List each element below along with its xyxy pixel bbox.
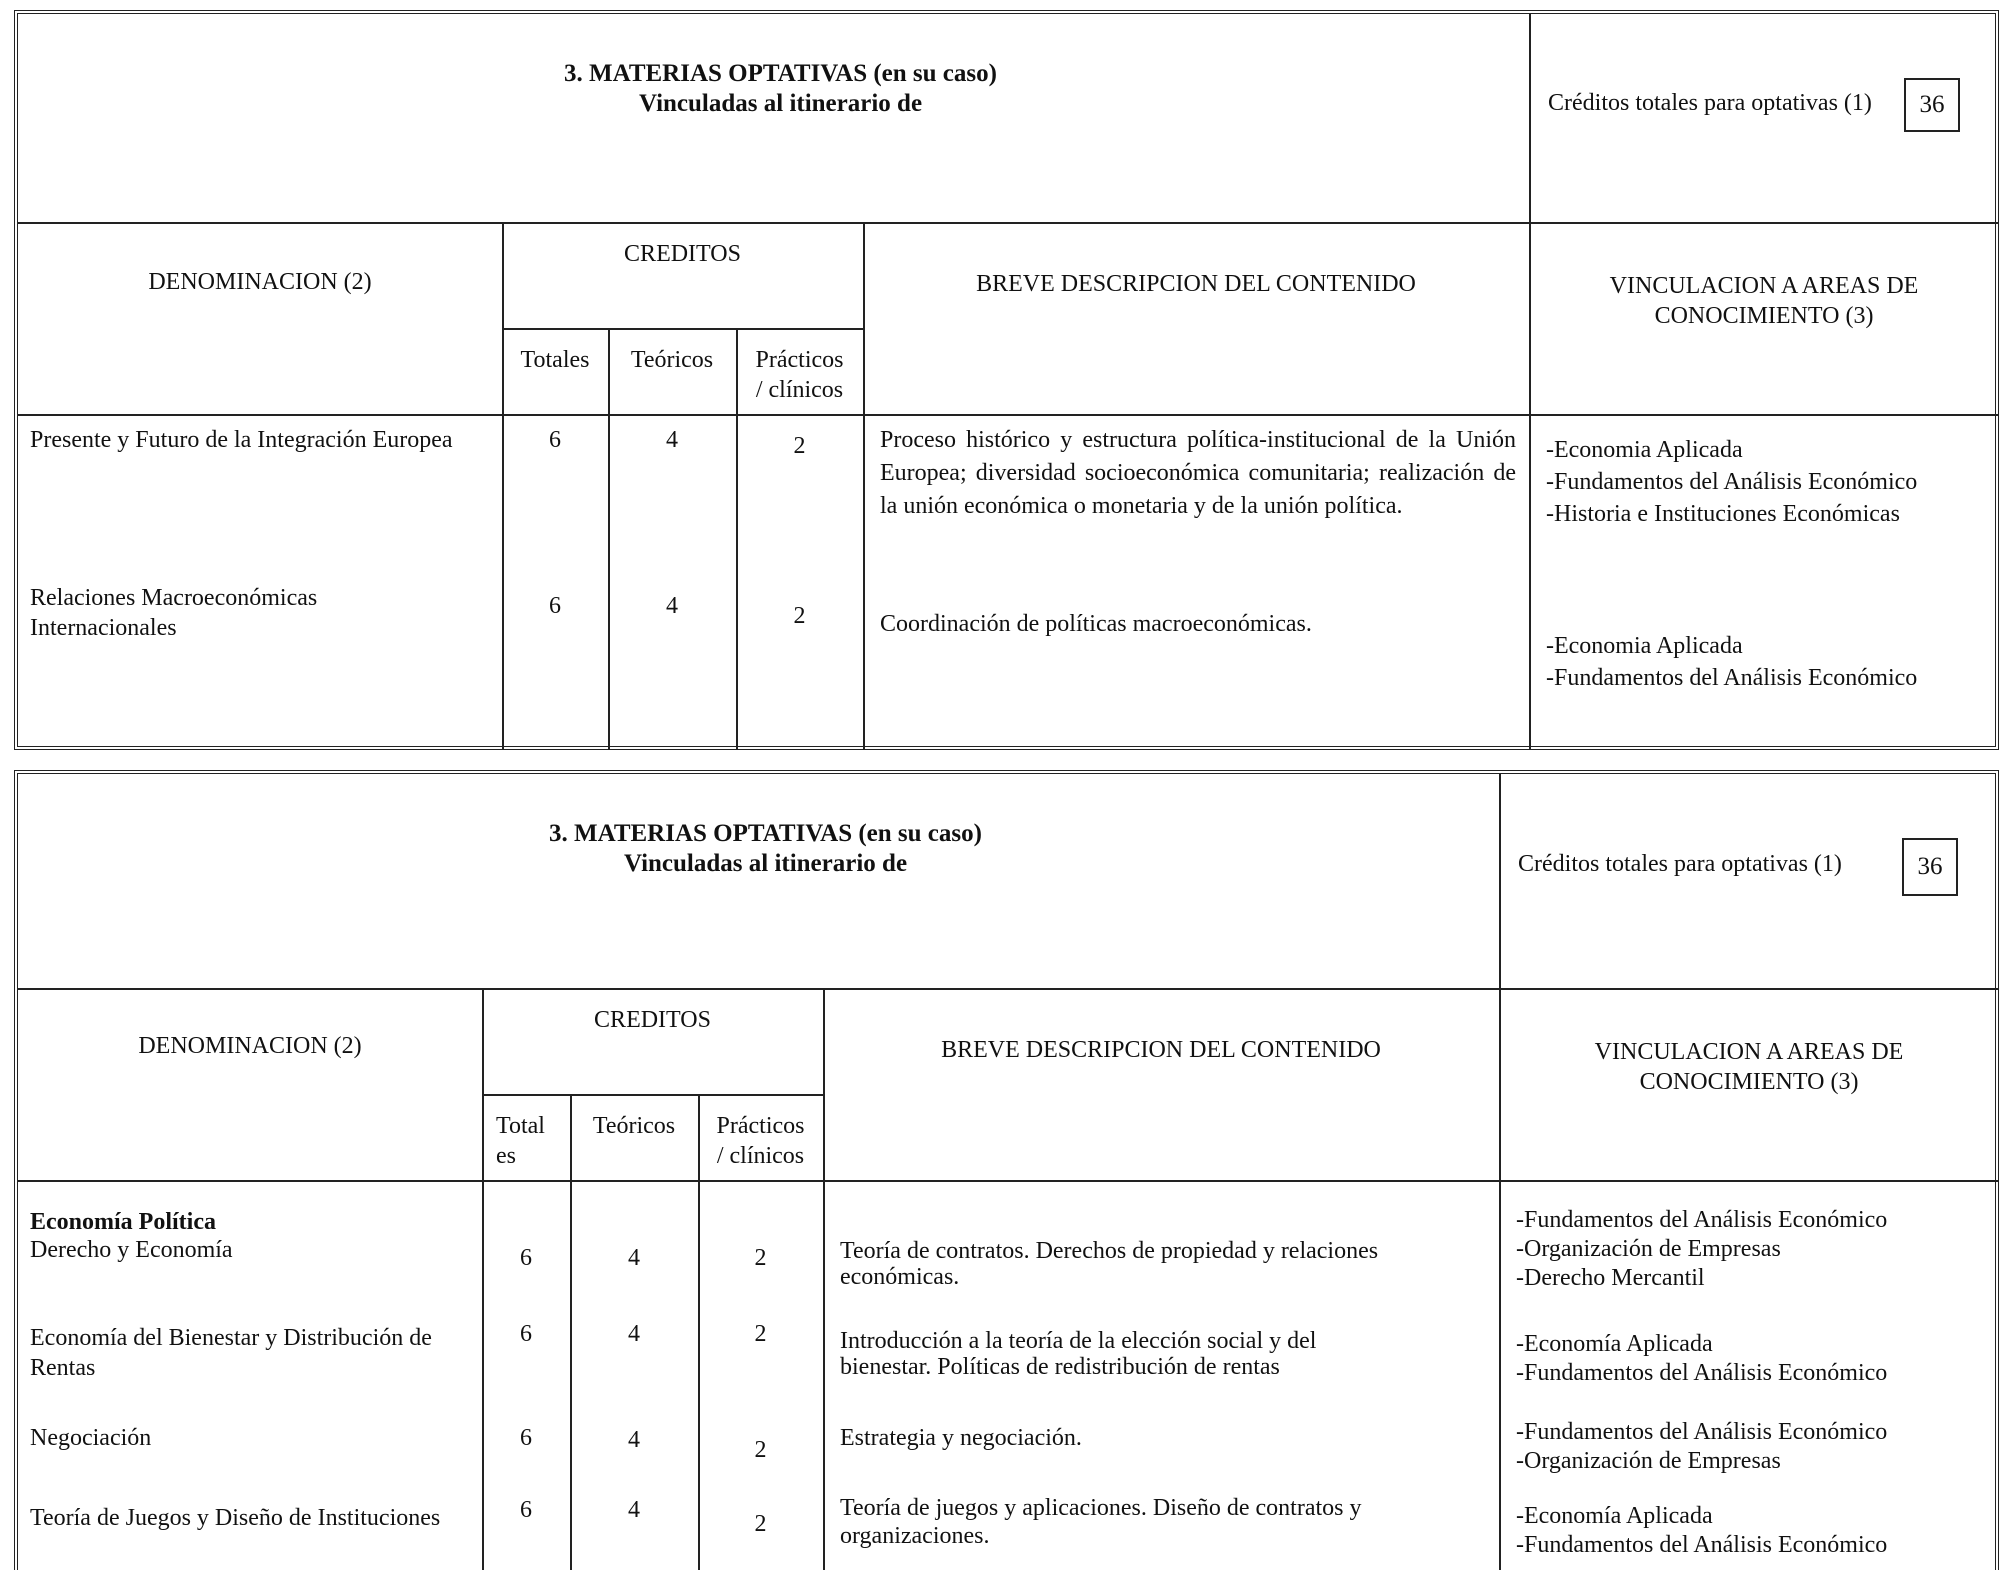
credits-practicos: 2: [754, 1321, 767, 1347]
subject-description: Proceso histórico y estructura política-institucional de la Unión Europea; diversidad socioeconómica comunitaria; realización de la unión económica o monetaria y de la unión política.: [880, 427, 1516, 519]
subject-description: Teoría de juegos y aplicaciones. Diseño de contratos y: [840, 1495, 1362, 1521]
divider: [18, 1180, 1999, 1182]
table-title: 3. MATERIAS OPTATIVAS (en su caso): [564, 60, 997, 87]
section-heading: Economía Política: [30, 1209, 216, 1235]
area-item: -Fundamentos del Análisis Económico: [1546, 469, 1918, 495]
area-item: -Economía Aplicada: [1516, 1503, 1713, 1529]
credits-total-label: Créditos totales para optativas (1): [1548, 90, 1872, 116]
header-practicos-2: / clínicos: [755, 377, 844, 403]
credits-practicos: 2: [754, 1437, 767, 1463]
knowledge-areas: [1516, 1206, 1887, 1293]
divider: [482, 1094, 823, 1096]
subject-name-line-2: Internacionales: [30, 615, 177, 641]
header-denominacion: DENOMINACION (2): [138, 1033, 362, 1059]
subject-description: Teoría de contratos. Derechos de propiedad y relaciones: [840, 1238, 1379, 1264]
subject-description: Coordinación de políticas macroeconómicas.: [880, 611, 1312, 637]
table-subtitle: Vinculadas al itinerario de: [623, 850, 908, 877]
header-vinculacion: VINCULACION A AREAS DE: [1609, 273, 1919, 299]
area-item: -Derecho Mercantil: [1516, 1265, 1705, 1291]
credits-total-label: Créditos totales para optativas (1): [1518, 851, 1842, 877]
credits-totales: 6: [549, 593, 561, 619]
divider: [18, 988, 1999, 990]
area-item: -Economia Aplicada: [1546, 633, 1743, 659]
credits-teoricos: 4: [628, 1245, 640, 1271]
divider: [1499, 774, 1501, 1570]
credits-teoricos: 4: [628, 1497, 640, 1523]
divider: [608, 328, 610, 750]
credits-practicos: 2: [793, 603, 806, 629]
credits-teoricos: 4: [628, 1427, 640, 1453]
header-practicos: Prácticos: [755, 347, 844, 373]
materias-optativas-table-1: [14, 10, 1999, 750]
table-subtitle: Vinculadas al itinerario de: [638, 90, 923, 117]
knowledge-areas: [1546, 434, 1917, 530]
area-item: -Organización de Empresas: [1516, 1448, 1781, 1474]
materias-optativas-table-2: [14, 770, 1999, 1570]
knowledge-areas: [1516, 1330, 1887, 1388]
header-vinculacion: VINCULACION A AREAS DE: [1594, 1039, 1904, 1065]
credits-total-value: 36: [1904, 78, 1960, 132]
header-teoricos: Teóricos: [630, 347, 714, 373]
area-item: -Organización de Empresas: [1516, 1236, 1781, 1262]
divider: [502, 328, 863, 330]
subject-name: Teoría de Juegos y Diseño de Instituciones: [30, 1505, 441, 1531]
credits-totales: 6: [549, 427, 561, 453]
header-creditos: CREDITOS: [624, 241, 741, 267]
divider: [1529, 14, 1531, 750]
area-item: -Fundamentos del Análisis Económico: [1546, 665, 1918, 691]
knowledge-areas: [1516, 1502, 1887, 1560]
header-totales: Totales: [520, 347, 590, 373]
knowledge-areas: [1516, 1418, 1887, 1476]
knowledge-areas: [1546, 630, 1917, 694]
area-item: -Economía Aplicada: [1516, 1331, 1713, 1357]
header-totales-2: es: [496, 1143, 516, 1169]
divider: [823, 988, 825, 1570]
header-denominacion: DENOMINACION (2): [148, 269, 372, 295]
header-totales: Total: [496, 1113, 545, 1139]
subject-name: Derecho y Economía: [30, 1237, 233, 1263]
subject-name: Economía del Bienestar y Distribución de: [30, 1325, 432, 1351]
subject-description: Introducción a la teoría de la elección social y del: [840, 1328, 1317, 1354]
header-practicos-2: / clínicos: [716, 1143, 805, 1169]
divider: [863, 222, 865, 750]
credits-practicos: 2: [754, 1245, 767, 1271]
subject-name: Presente y Futuro de la Integración Europea: [30, 427, 453, 453]
subject-name-line-2: Rentas: [30, 1355, 96, 1381]
header-creditos: CREDITOS: [594, 1007, 711, 1033]
credits-totales: 6: [520, 1245, 532, 1271]
credits-teoricos: 4: [628, 1321, 640, 1347]
divider: [482, 988, 484, 1570]
divider: [502, 222, 504, 750]
credits-teoricos: 4: [666, 593, 678, 619]
header-descripcion: BREVE DESCRIPCION DEL CONTENIDO: [976, 271, 1416, 297]
header-teoricos: Teóricos: [592, 1113, 676, 1139]
credits-totales: 6: [520, 1321, 532, 1347]
area-item: -Fundamentos del Análisis Económico: [1516, 1419, 1888, 1445]
credits-practicos: 2: [793, 433, 806, 459]
header-descripcion: BREVE DESCRIPCION DEL CONTENIDO: [941, 1037, 1381, 1063]
subject-description-line-2: bienestar. Políticas de redistribución de rentas: [840, 1354, 1280, 1380]
subject-description-line-2: económicas.: [840, 1264, 960, 1290]
divider: [18, 414, 1999, 416]
subject-name: Negociación: [30, 1425, 152, 1451]
subject-name: Relaciones Macroeconómicas: [30, 585, 318, 611]
area-item: -Fundamentos del Análisis Económico: [1516, 1207, 1888, 1233]
area-item: -Fundamentos del Análisis Económico: [1516, 1532, 1888, 1558]
area-item: -Fundamentos del Análisis Económico: [1516, 1360, 1888, 1386]
header-vinculacion-2: CONOCIMIENTO (3): [1639, 1069, 1859, 1095]
table-title: 3. MATERIAS OPTATIVAS (en su caso): [549, 820, 982, 847]
header-vinculacion-2: CONOCIMIENTO (3): [1654, 303, 1874, 329]
header-practicos: Prácticos: [716, 1113, 805, 1139]
credits-totales: 6: [520, 1497, 532, 1523]
subject-description-line-2: organizaciones.: [840, 1523, 990, 1549]
credits-teoricos: 4: [666, 427, 678, 453]
area-item: -Historia e Instituciones Económicas: [1546, 501, 1900, 527]
credits-practicos: 2: [754, 1511, 767, 1537]
subject-description: Estrategia y negociación.: [840, 1425, 1082, 1451]
area-item: -Economia Aplicada: [1546, 437, 1743, 463]
divider: [18, 222, 1999, 224]
credits-totales: 6: [520, 1425, 532, 1451]
credits-total-value: 36: [1902, 838, 1958, 896]
